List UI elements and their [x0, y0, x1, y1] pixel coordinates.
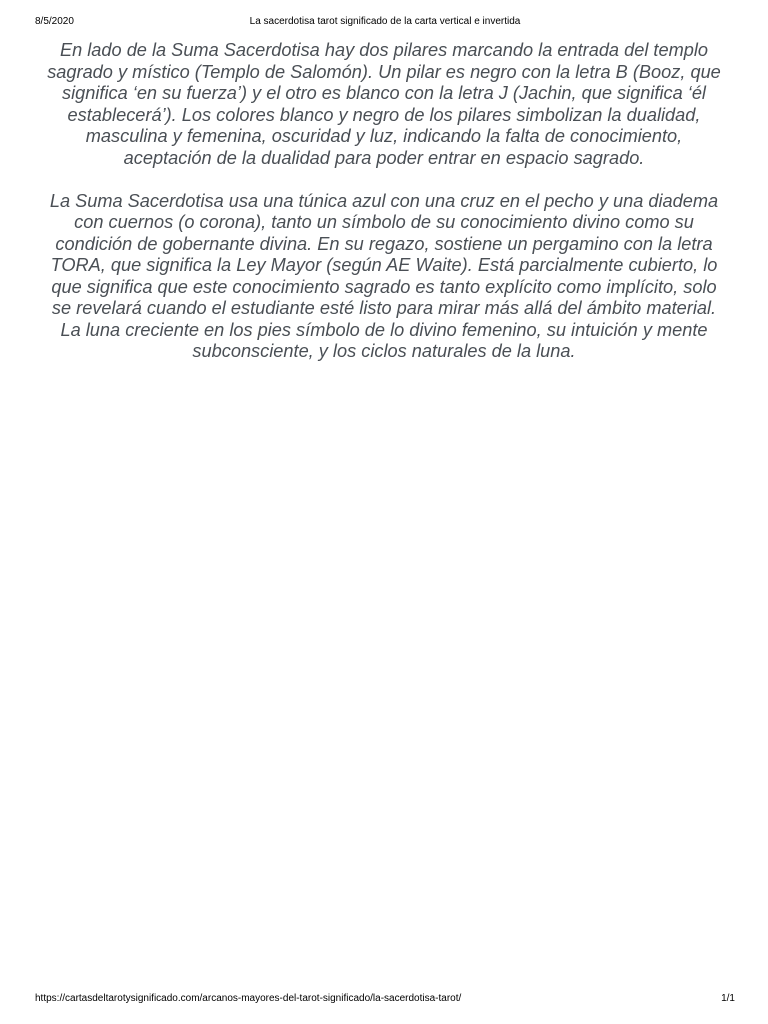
print-header — [35, 16, 735, 30]
article-body — [40, 40, 728, 384]
print-date: 8/5/2020 — [35, 16, 74, 27]
print-footer — [35, 993, 735, 1007]
print-title: La sacerdotisa tarot significado de la carta vertical e invertida — [249, 16, 521, 27]
page-number: 1/1 — [721, 993, 735, 1004]
paragraph-tunic: La Suma Sacerdotisa usa una túnica azul con una cruz en el pecho y una diadema con cuernos (o corona), tanto un símbolo de su conocimiento divino como su condición de gobernante divina. En su regazo, sostiene un pergamino con la letra TORA, que significa la Ley Mayor (según AE Waite). Está parcialmente cubierto, lo que significa que este conocimiento sagrado es tanto explícito como implícito, solo se revelará cuando el estudiante esté listo para mirar más allá del ámbito material. La luna creciente en los pies símbolo de lo divino femenino, su intuición y mente subconsciente, y los ciclos naturales de la luna. — [49, 190, 719, 361]
source-url[interactable]: https://cartasdeltarotysignificado.com/arcanos-mayores-del-tarot-significado/la-sacerdotisa-tarot/ — [35, 993, 462, 1004]
paragraph-pillars: En lado de la Suma Sacerdotisa hay dos pilares marcando la entrada del templo sagrado y místico (Templo de Salomón). Un pilar es negro con la letra B (Booz, que significa ‘en su fuerza’) y el otro es blanco con la letra J (Jachin, que significa ‘él establecerá’). Los colores blanco y negro de los pilares simbolizan la dualidad, masculina y femenina, oscuridad y luz, indicando la falta de conocimiento, aceptación de la dualidad para poder entrar en espacio sagrado. — [47, 40, 721, 168]
